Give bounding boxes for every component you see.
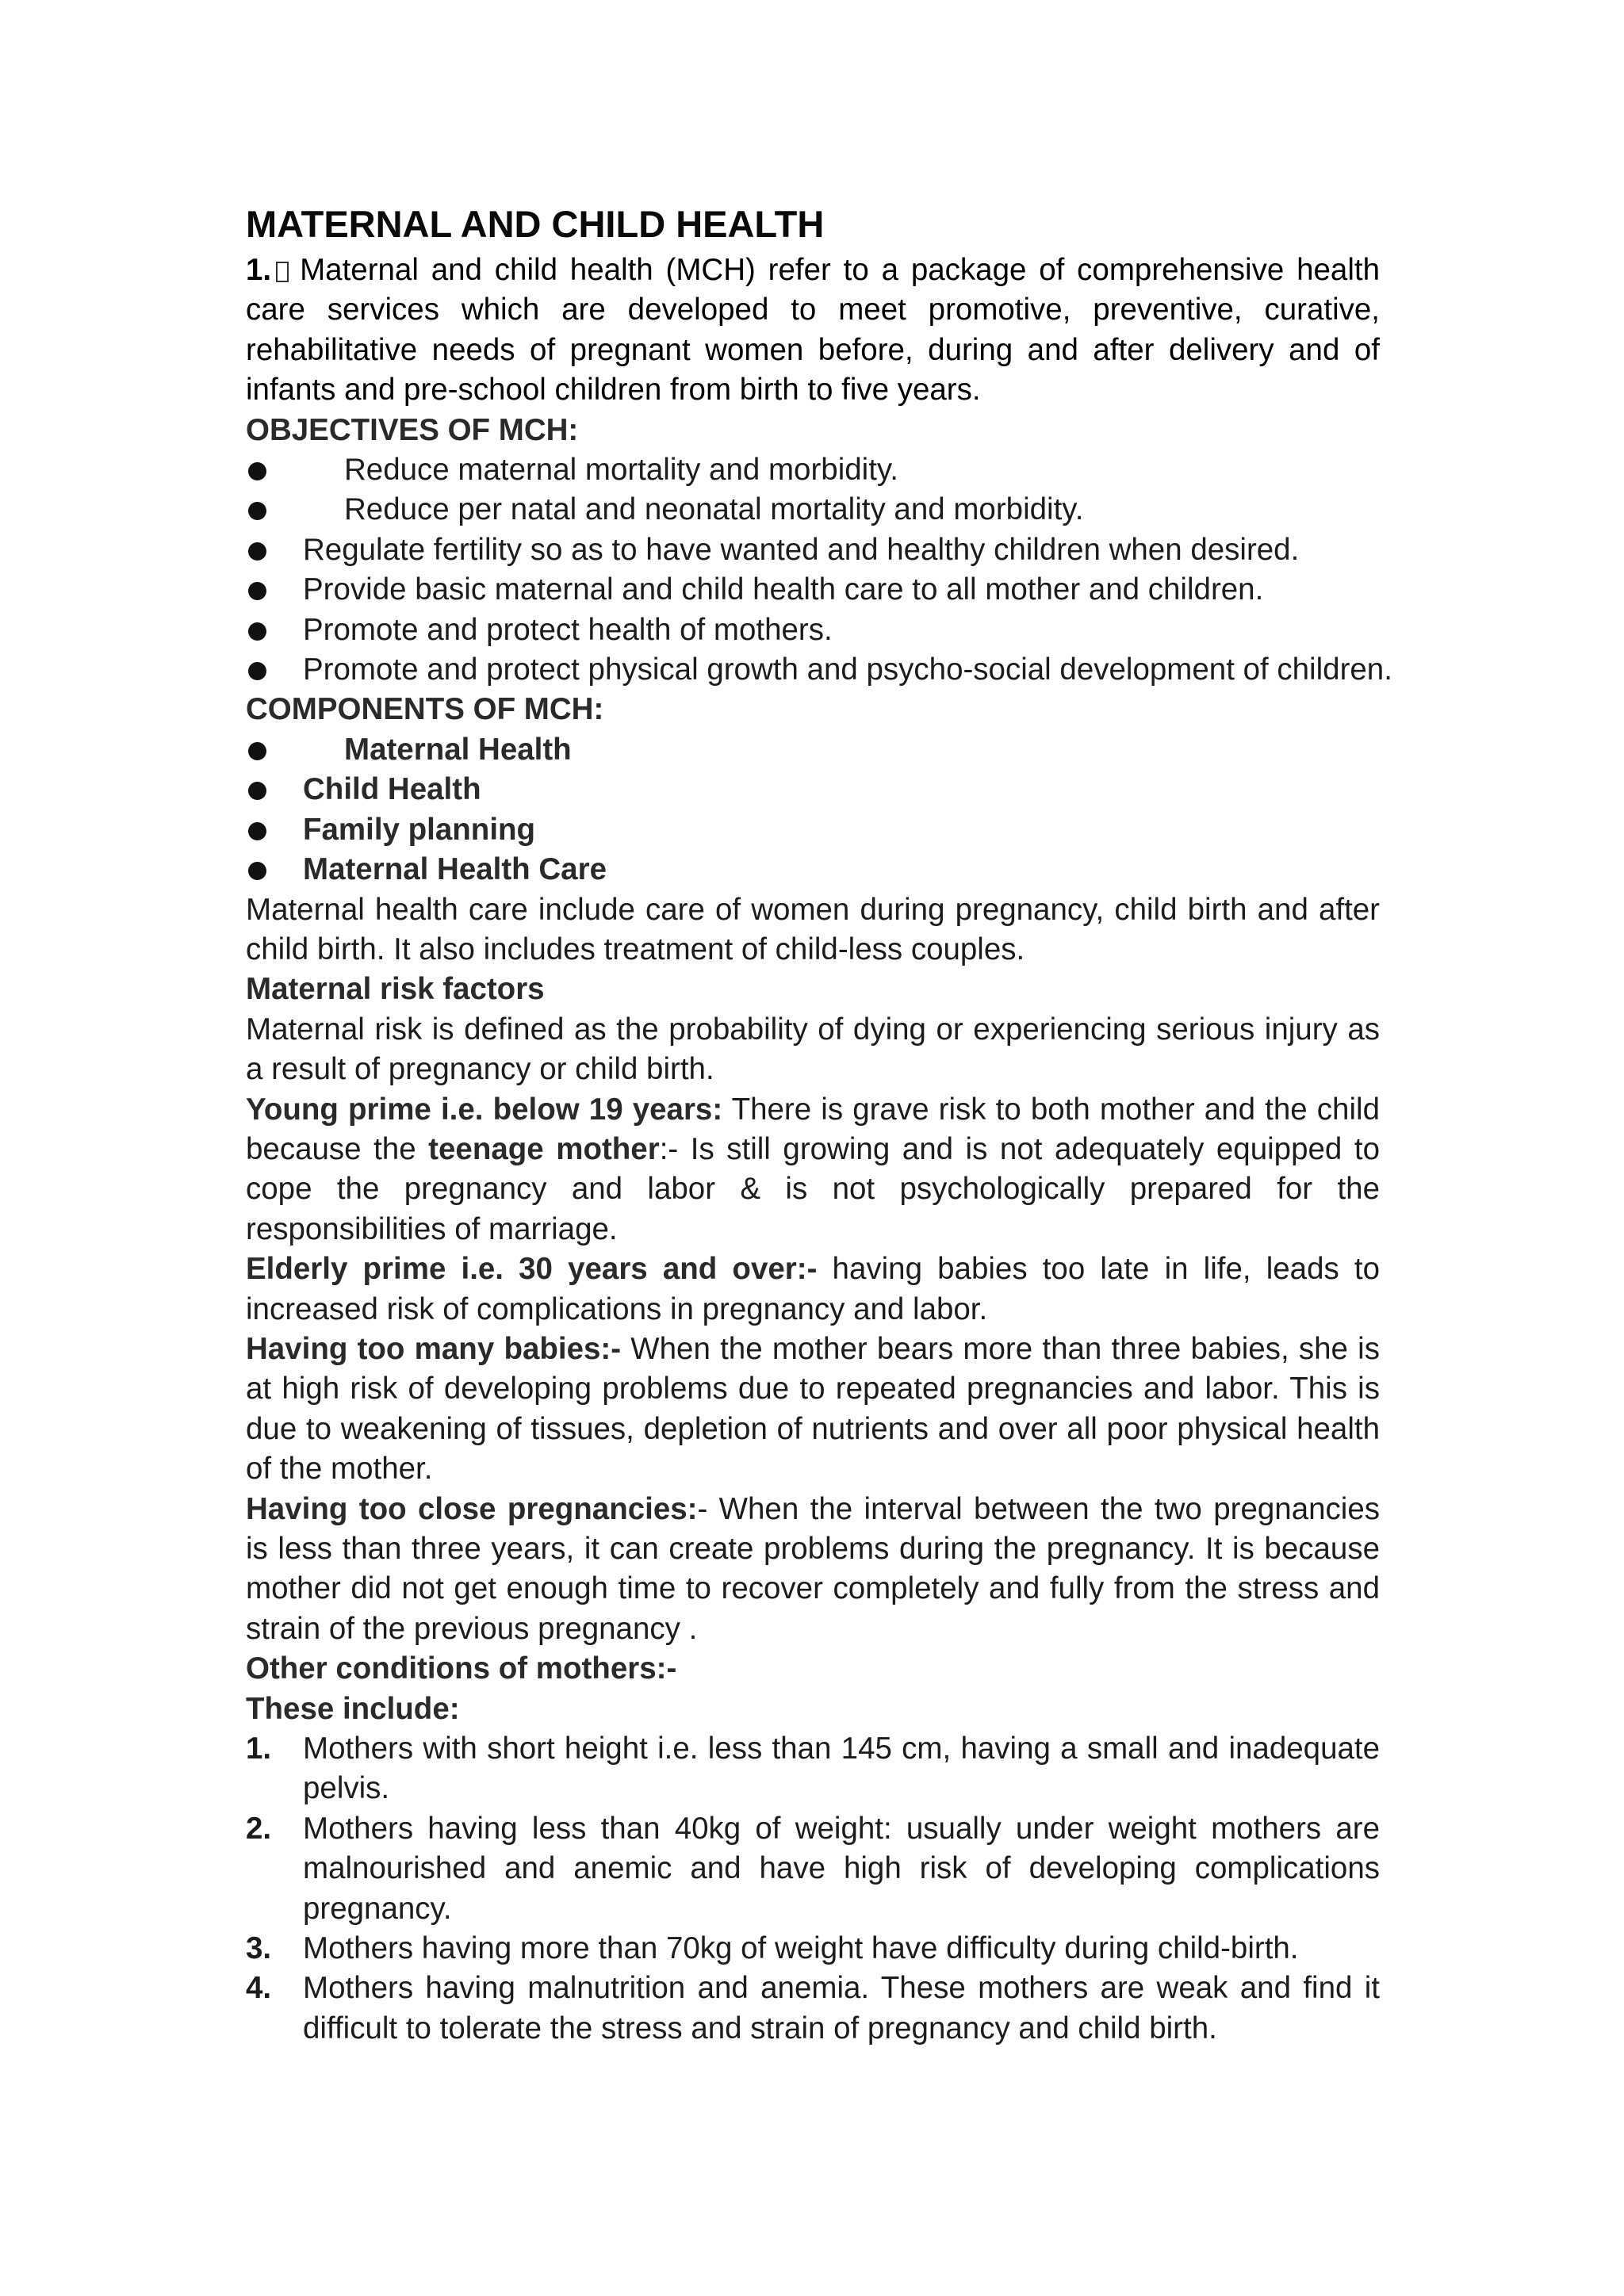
intro-paragraph <box>246 251 1380 411</box>
other-conditions-heading: Other conditions of mothers:- <box>246 1651 677 1686</box>
list-item-text: Promote and protect health of mothers. <box>303 612 833 647</box>
list-item-text: Child Health <box>303 772 481 807</box>
bullet-icon <box>248 502 266 520</box>
list-item <box>246 1969 1380 2049</box>
list-item <box>246 770 1380 809</box>
close-pregnancies-paragraph <box>246 1490 1380 1650</box>
young-prime-label: Young prime i.e. below 19 years: <box>246 1092 723 1127</box>
list-item-text: Promote and protect physical growth and psycho-social development of children. <box>303 652 1392 687</box>
list-item-text: Provide basic maternal and child health care to all mother and children. <box>303 572 1264 607</box>
risk-definition: Maternal risk is defined as the probability of dying or experiencing serious injury as a result of pregnancy or child birth. <box>246 1012 1380 1087</box>
missing-glyph-icon <box>276 262 289 282</box>
list-item <box>246 490 1380 530</box>
page-title: MATERNAL AND CHILD HEALTH <box>246 203 825 245</box>
list-item-text: Maternal Health <box>344 732 572 767</box>
young-prime-text: There is grave risk to both mother and the child because the <box>246 1092 1380 1166</box>
bullet-icon <box>248 462 266 480</box>
list-item-number: 2. <box>246 1811 272 1846</box>
list-item <box>246 1929 1380 1969</box>
list-item-text: Maternal Health Care <box>303 852 607 887</box>
list-item-text: Mothers having malnutrition and anemia. These mothers are weak and find it difficult to tolerate the stress and strain of pregnancy and child birth. <box>303 1971 1380 2045</box>
close-pregnancies-label: Having too close pregnancies: <box>246 1491 698 1526</box>
list-item <box>246 1809 1380 1929</box>
bullet-icon <box>248 662 266 680</box>
list-item <box>246 610 1380 650</box>
risk-heading: Maternal risk factors <box>246 972 545 1007</box>
list-item-text: Mothers having more than 70kg of weight have difficulty during child-birth. <box>303 1931 1299 1966</box>
list-item <box>246 530 1380 570</box>
components-list <box>246 730 1380 890</box>
teenage-mother-label: teenage mother <box>428 1131 660 1166</box>
close-pregnancies-text: - When the interval between the two pregnancies is less than three years, it can create problems during the pregnancy. It is because mother did not get enough time to recover completely and fully from the stress and strain of the previous pregnancy . <box>246 1491 1380 1646</box>
other-conditions-list <box>246 1729 1380 2049</box>
bullet-icon <box>248 742 266 760</box>
list-item-text: Reduce maternal mortality and morbidity. <box>344 453 898 488</box>
other-conditions-subheading: These include: <box>246 1691 460 1726</box>
list-item <box>246 450 1380 490</box>
list-item <box>246 650 1392 690</box>
list-item-number: 1. <box>246 1732 272 1766</box>
list-item-text: Mothers with short height i.e. less than 145 cm, having a small and inadequate pelvis. <box>303 1732 1380 1806</box>
elderly-prime-paragraph <box>246 1249 1380 1330</box>
intro-text: Maternal and child health (MCH) refer to a package of comprehensive health care services which are developed to meet promotive, preventive, curative, rehabilitative needs of pregnant women before, during and after delivery and of infants and pre-school children from birth to five years. <box>246 253 1380 408</box>
intro-number: 1. <box>246 253 272 287</box>
young-prime-paragraph <box>246 1090 1380 1250</box>
objectives-heading: OBJECTIVES OF MCH: <box>246 412 579 447</box>
list-item <box>246 1729 1380 1809</box>
objectives-list <box>246 450 1392 690</box>
bullet-icon <box>248 862 266 880</box>
maternal-care-paragraph: Maternal health care include care of women during pregnancy, child birth and after child birth. It also includes treatment of child-less couples. <box>246 892 1380 966</box>
list-item <box>246 850 1380 890</box>
list-item-text: Mothers having less than 40kg of weight: usually under weight mothers are malnourished and anemic and have high risk of developing complications pregnancy. <box>303 1811 1380 1926</box>
elderly-prime-text: having babies too late in life, leads to increased risk of complications in pregnancy and labor. <box>246 1252 1380 1326</box>
list-item <box>246 570 1380 610</box>
page-content <box>246 198 1392 2049</box>
components-heading: COMPONENTS OF MCH: <box>246 692 604 727</box>
list-item-text: Regulate fertility so as to have wanted and healthy children when desired. <box>303 532 1300 567</box>
list-item <box>246 810 1380 850</box>
many-babies-paragraph <box>246 1330 1380 1490</box>
bullet-icon <box>248 582 266 600</box>
bullet-icon <box>248 822 266 840</box>
many-babies-text: When the mother bears more than three babies, she is at high risk of developing problems due to repeated pregnancies and labor. This is due to weakening of tissues, depletion of nutrients and over all poor physical health of the mother. <box>246 1331 1380 1487</box>
many-babies-label: Having too many babies:- <box>246 1331 622 1366</box>
list-item-text: Family planning <box>303 812 536 847</box>
list-item-number: 3. <box>246 1931 272 1966</box>
bullet-icon <box>248 542 266 561</box>
list-item-number: 4. <box>246 1971 272 2006</box>
list-item <box>246 730 1380 770</box>
list-item-text: Reduce per natal and neonatal mortality and morbidity. <box>344 492 1084 527</box>
elderly-prime-label: Elderly prime i.e. 30 years and over:- <box>246 1252 818 1287</box>
young-prime-text-cont: :- Is still growing and is not adequately equipped to cope the pregnancy and labor & is not psychologically prepared for the responsibilities of marriage. <box>246 1131 1380 1246</box>
bullet-icon <box>248 622 266 641</box>
bullet-icon <box>248 782 266 800</box>
